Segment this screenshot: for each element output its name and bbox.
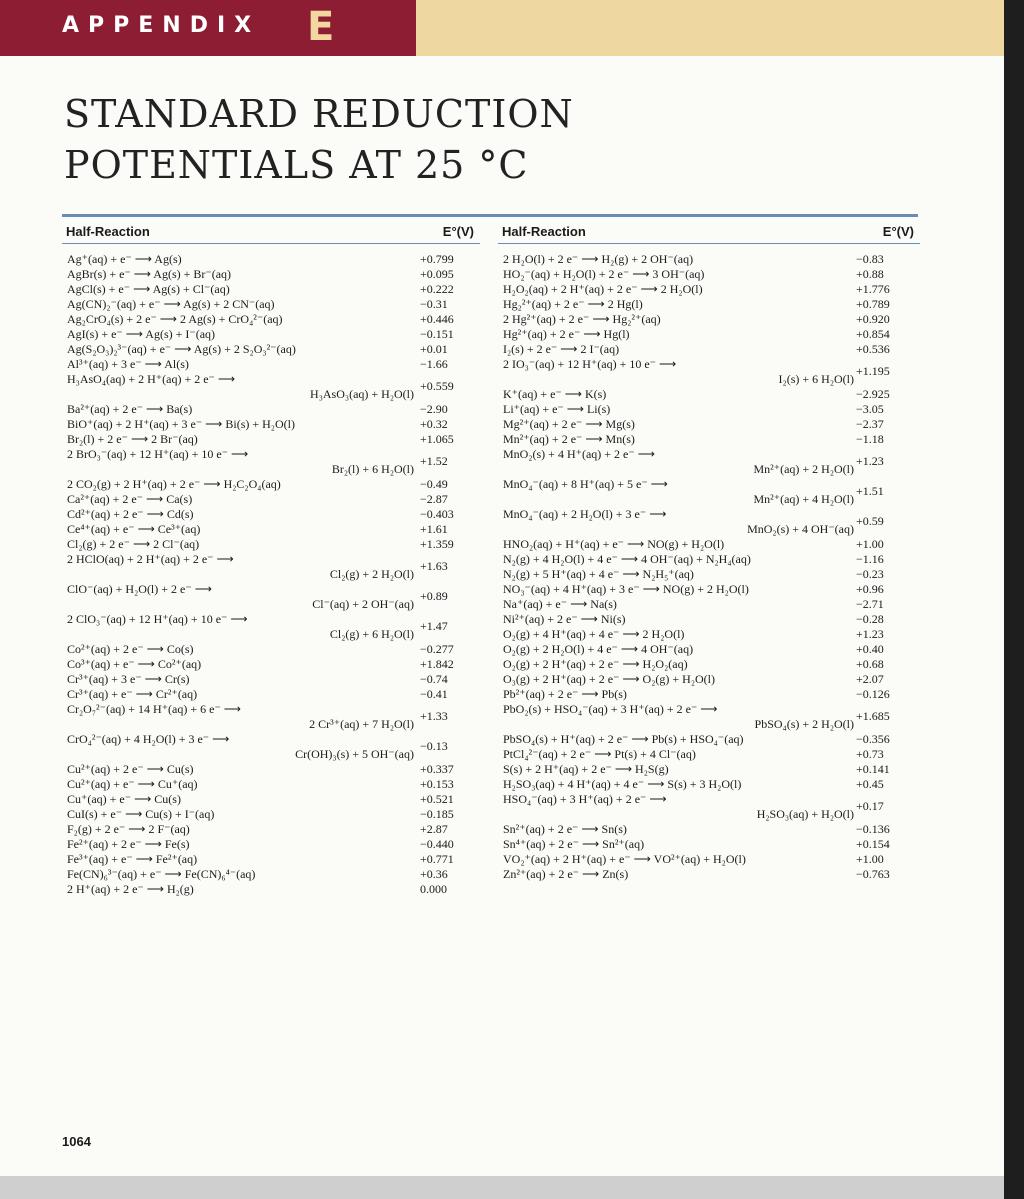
potential-value: +0.68 (856, 657, 884, 671)
table-row (62, 792, 480, 807)
table-row (62, 867, 480, 882)
potential-value: −2.71 (856, 597, 884, 611)
half-reaction: Hg²⁺(aq) + 2 e⁻ ⟶ Hg(l) (503, 327, 630, 341)
potential-value: +0.446 (420, 312, 454, 326)
potential-value: +1.61 (420, 522, 448, 536)
half-reaction: BiO⁺(aq) + 2 H⁺(aq) + 3 e⁻ ⟶ Bi(s) + H₂O(l) (67, 417, 295, 431)
half-reaction: HO₂⁻(aq) + H₂O(l) + 2 e⁻ ⟶ 3 OH⁻(aq) (503, 267, 705, 281)
table-row (498, 627, 920, 642)
table-row (62, 507, 480, 522)
table-row (498, 777, 920, 792)
half-reaction: PbO₂(s) + HSO₄⁻(aq) + 3 H⁺(aq) + 2 e⁻ ⟶ (503, 702, 718, 716)
half-reaction-products: Cr(OH)₃(s) + 5 OH⁻(aq) (295, 747, 414, 761)
half-reaction: Fe²⁺(aq) + 2 e⁻ ⟶ Fe(s) (67, 837, 190, 851)
half-reaction: Ni²⁺(aq) + 2 e⁻ ⟶ Ni(s) (503, 612, 626, 626)
half-reaction: Na⁺(aq) + e⁻ ⟶ Na(s) (503, 597, 617, 611)
table-row (498, 747, 920, 762)
table-row (498, 837, 920, 852)
potential-value: −0.49 (420, 477, 448, 491)
potential-value: −1.18 (856, 432, 884, 446)
half-reaction-products: I₂(s) + 6 H₂O(l) (778, 372, 854, 386)
half-reaction: H₂SO₃(aq) + 4 H⁺(aq) + 4 e⁻ ⟶ S(s) + 3 H₂O(l) (503, 777, 742, 791)
table-row (62, 822, 480, 837)
table-row (498, 477, 920, 507)
half-reaction: 2 HClO(aq) + 2 H⁺(aq) + 2 e⁻ ⟶ (67, 552, 234, 566)
half-reaction: 2 CO₂(g) + 2 H⁺(aq) + 2 e⁻ ⟶ H₂C₂O₄(aq) (67, 477, 281, 491)
table-row (62, 447, 480, 477)
half-reaction: Cu⁺(aq) + e⁻ ⟶ Cu(s) (67, 792, 181, 806)
potential-value: −0.440 (420, 837, 454, 851)
potential-value: −0.13 (420, 739, 448, 753)
table-row (498, 252, 920, 267)
table-row (498, 852, 920, 867)
half-reaction: 2 H⁺(aq) + 2 e⁻ ⟶ H₂(g) (67, 882, 194, 896)
header-potential: E°(V) (882, 224, 914, 239)
potential-value: +0.095 (420, 267, 454, 281)
half-reaction: Mn²⁺(aq) + 2 e⁻ ⟶ Mn(s) (503, 432, 635, 446)
table-row (498, 342, 920, 357)
table-row (62, 837, 480, 852)
table-row (498, 507, 920, 537)
half-reaction: AgCl(s) + e⁻ ⟶ Ag(s) + Cl⁻(aq) (67, 282, 230, 296)
half-reaction: Co²⁺(aq) + 2 e⁻ ⟶ Co(s) (67, 642, 194, 656)
potential-value: +1.685 (856, 709, 890, 723)
potential-value: +0.01 (420, 342, 448, 356)
screen-edge-bottom (0, 1176, 1004, 1199)
half-reaction: Ag(S₂O₃)₂³⁻(aq) + e⁻ ⟶ Ag(s) + 2 S₂O₃²⁻(aq) (67, 342, 296, 356)
half-reaction: MnO₄⁻(aq) + 2 H₂O(l) + 3 e⁻ ⟶ (503, 507, 667, 521)
table-row (62, 297, 480, 312)
potential-value: +0.154 (856, 837, 890, 851)
table-row (62, 777, 480, 792)
half-reaction: HNO₂(aq) + H⁺(aq) + e⁻ ⟶ NO(g) + H₂O(l) (503, 537, 725, 551)
table-row (498, 447, 920, 477)
half-reaction: AgBr(s) + e⁻ ⟶ Ag(s) + Br⁻(aq) (67, 267, 232, 281)
table-row (498, 762, 920, 777)
potential-value: −0.74 (420, 672, 448, 686)
table-row (62, 357, 480, 372)
half-reaction: Cu²⁺(aq) + e⁻ ⟶ Cu⁺(aq) (67, 777, 198, 791)
table-row (498, 657, 920, 672)
table-row (498, 702, 920, 732)
potential-value: +1.065 (420, 432, 454, 446)
table-row (62, 642, 480, 657)
potential-value: +1.51 (856, 484, 884, 498)
half-reaction: Br₂(l) + 2 e⁻ ⟶ 2 Br⁻(aq) (67, 432, 198, 446)
potential-value: +0.73 (856, 747, 884, 761)
half-reaction: ClO⁻(aq) + H₂O(l) + 2 e⁻ ⟶ (67, 582, 212, 596)
table-column-right (498, 220, 920, 882)
half-reaction: Sn⁴⁺(aq) + 2 e⁻ ⟶ Sn²⁺(aq) (503, 837, 645, 851)
potential-value: +0.17 (856, 799, 884, 813)
half-reaction: Li⁺(aq) + e⁻ ⟶ Li(s) (503, 402, 611, 416)
potential-value: −0.83 (856, 252, 884, 266)
half-reaction: Cr₂O₇²⁻(aq) + 14 H⁺(aq) + 6 e⁻ ⟶ (67, 702, 241, 716)
potential-value: −2.925 (856, 387, 890, 401)
half-reaction-products: Cl₂(g) + 2 H₂O(l) (329, 567, 414, 581)
table-row (62, 762, 480, 777)
potential-value: +1.33 (420, 709, 448, 723)
half-reaction: I₂(s) + 2 e⁻ ⟶ 2 I⁻(aq) (503, 342, 620, 356)
table-row (498, 792, 920, 822)
table-row (62, 267, 480, 282)
half-reaction: N₂(g) + 4 H₂O(l) + 4 e⁻ ⟶ 4 OH⁻(aq) + N₂H₄(aq) (503, 552, 751, 566)
half-reaction: Ag⁺(aq) + e⁻ ⟶ Ag(s) (67, 252, 182, 266)
potential-value: +0.32 (420, 417, 448, 431)
half-reaction-products: Cl⁻(aq) + 2 OH⁻(aq) (312, 597, 414, 611)
table-row (62, 687, 480, 702)
table-row (62, 552, 480, 582)
half-reaction-products: Mn²⁺(aq) + 2 H₂O(l) (753, 462, 854, 476)
half-reaction: Ag₂CrO₄(s) + 2 e⁻ ⟶ 2 Ag(s) + CrO₄²⁻(aq) (67, 312, 283, 326)
table-row (62, 612, 480, 642)
potential-value: −0.763 (856, 867, 890, 881)
potential-value: −2.90 (420, 402, 448, 416)
half-reaction: VO₂⁺(aq) + 2 H⁺(aq) + e⁻ ⟶ VO²⁺(aq) + H₂O(l) (503, 852, 746, 866)
table-row (62, 732, 480, 762)
table-row (62, 417, 480, 432)
table-row (498, 402, 920, 417)
half-reaction: Sn²⁺(aq) + 2 e⁻ ⟶ Sn(s) (503, 822, 627, 836)
table-row (62, 372, 480, 402)
screen-edge-right (1004, 0, 1024, 1199)
header-potential: E°(V) (442, 224, 474, 239)
potential-value: +1.195 (856, 364, 890, 378)
table-row (498, 267, 920, 282)
half-reaction: 2 IO₃⁻(aq) + 12 H⁺(aq) + 10 e⁻ ⟶ (503, 357, 677, 371)
half-reaction-products: H₃AsO₃(aq) + H₂O(l) (310, 387, 414, 401)
half-reaction: Zn²⁺(aq) + 2 e⁻ ⟶ Zn(s) (503, 867, 629, 881)
half-reaction: Cu²⁺(aq) + 2 e⁻ ⟶ Cu(s) (67, 762, 194, 776)
potential-value: 0.000 (420, 882, 447, 896)
potential-value: +0.153 (420, 777, 454, 791)
table-row (498, 357, 920, 387)
table-row (498, 297, 920, 312)
half-reaction: O₂(g) + 2 H₂O(l) + 4 e⁻ ⟶ 4 OH⁻(aq) (503, 642, 694, 656)
potential-value: +1.00 (856, 537, 884, 551)
potential-value: −0.277 (420, 642, 454, 656)
potential-value: −0.31 (420, 297, 448, 311)
potential-value: +0.89 (420, 589, 448, 603)
page-title-line-2: POTENTIALS AT 25 °C (64, 143, 529, 187)
table-row (62, 312, 480, 327)
potential-value: +2.87 (420, 822, 448, 836)
half-reaction: CuI(s) + e⁻ ⟶ Cu(s) + I⁻(aq) (67, 807, 215, 821)
appendix-label: APPENDIX (62, 13, 261, 38)
table-row (62, 657, 480, 672)
half-reaction: Pb²⁺(aq) + 2 e⁻ ⟶ Pb(s) (503, 687, 627, 701)
appendix-letter: E (307, 4, 335, 50)
potential-value: −0.136 (856, 822, 890, 836)
potential-value: +0.771 (420, 852, 454, 866)
table-row (498, 567, 920, 582)
potential-value: +0.920 (856, 312, 890, 326)
potential-value: +1.00 (856, 852, 884, 866)
potential-value: +1.776 (856, 282, 890, 296)
table-row (62, 702, 480, 732)
potential-value: +0.521 (420, 792, 454, 806)
table-row (498, 282, 920, 297)
potential-value: +0.559 (420, 379, 454, 393)
half-reaction-products: Mn²⁺(aq) + 4 H₂O(l) (753, 492, 854, 506)
table-row (498, 642, 920, 657)
half-reaction: Cl₂(g) + 2 e⁻ ⟶ 2 Cl⁻(aq) (67, 537, 200, 551)
half-reaction-products: PbSO₄(s) + 2 H₂O(l) (754, 717, 854, 731)
banner-accent-strip (416, 0, 1004, 56)
potential-value: −2.37 (856, 417, 884, 431)
table-row (62, 807, 480, 822)
half-reaction: Al³⁺(aq) + 3 e⁻ ⟶ Al(s) (67, 357, 189, 371)
table-row (498, 387, 920, 402)
half-reaction: S(s) + 2 H⁺(aq) + 2 e⁻ ⟶ H₂S(g) (503, 762, 669, 776)
table-row (498, 732, 920, 747)
half-reaction: 2 Hg²⁺(aq) + 2 e⁻ ⟶ Hg₂²⁺(aq) (503, 312, 661, 326)
table-row (498, 537, 920, 552)
table-header-left (62, 220, 480, 242)
potential-value: +0.40 (856, 642, 884, 656)
potential-value: +0.141 (856, 762, 890, 776)
half-reaction: 2 H₂O(l) + 2 e⁻ ⟶ H₂(g) + 2 OH⁻(aq) (503, 252, 694, 266)
half-reaction: HSO₄⁻(aq) + 3 H⁺(aq) + 2 e⁻ ⟶ (503, 792, 667, 806)
half-reaction: Ag(CN)₂⁻(aq) + e⁻ ⟶ Ag(s) + 2 CN⁻(aq) (67, 297, 275, 311)
half-reaction: H₃AsO₄(aq) + 2 H⁺(aq) + 2 e⁻ ⟶ (67, 372, 236, 386)
table-row (498, 552, 920, 567)
half-reaction: Ca²⁺(aq) + 2 e⁻ ⟶ Ca(s) (67, 492, 193, 506)
table-row (62, 432, 480, 447)
potential-value: −2.87 (420, 492, 448, 506)
header-half-reaction: Half-Reaction (66, 224, 150, 239)
half-reaction: O₃(g) + 2 H⁺(aq) + 2 e⁻ ⟶ O₂(g) + H₂O(l) (503, 672, 716, 686)
half-reaction-products: MnO₂(s) + 4 OH⁻(aq) (747, 522, 854, 536)
half-reaction: Ba²⁺(aq) + 2 e⁻ ⟶ Ba(s) (67, 402, 193, 416)
half-reaction: 2 ClO₃⁻(aq) + 12 H⁺(aq) + 10 e⁻ ⟶ (67, 612, 248, 626)
potential-value: +1.359 (420, 537, 454, 551)
potential-value: −0.126 (856, 687, 890, 701)
potential-value: +0.36 (420, 867, 448, 881)
half-reaction: F₂(g) + 2 e⁻ ⟶ 2 F⁻(aq) (67, 822, 190, 836)
table-column-left (62, 220, 480, 897)
table-rows-right (498, 252, 920, 882)
table-row (62, 537, 480, 552)
potential-value: −0.41 (420, 687, 448, 701)
half-reaction: H₂O₂(aq) + 2 H⁺(aq) + 2 e⁻ ⟶ 2 H₂O(l) (503, 282, 703, 296)
table-row (498, 687, 920, 702)
page-number: 1064 (62, 1134, 91, 1149)
table-row (62, 882, 480, 897)
potential-value: +1.23 (856, 454, 884, 468)
potential-value: +0.96 (856, 582, 884, 596)
potential-value: +0.789 (856, 297, 890, 311)
potential-value: +0.536 (856, 342, 890, 356)
table-row (62, 492, 480, 507)
potential-value: −3.05 (856, 402, 884, 416)
potential-value: +1.23 (856, 627, 884, 641)
header-half-reaction: Half-Reaction (502, 224, 586, 239)
half-reaction: Hg₂²⁺(aq) + 2 e⁻ ⟶ 2 Hg(l) (503, 297, 643, 311)
potential-value: −0.403 (420, 507, 454, 521)
table-row (62, 852, 480, 867)
appendix-banner (0, 0, 416, 56)
table-rows-left (62, 252, 480, 897)
half-reaction: Ce⁴⁺(aq) + e⁻ ⟶ Ce³⁺(aq) (67, 522, 201, 536)
half-reaction: Co³⁺(aq) + e⁻ ⟶ Co²⁺(aq) (67, 657, 202, 671)
table-top-rule (62, 214, 918, 217)
potential-value: −0.356 (856, 732, 890, 746)
potential-value: −0.185 (420, 807, 454, 821)
half-reaction: O₂(g) + 4 H⁺(aq) + 4 e⁻ ⟶ 2 H₂O(l) (503, 627, 685, 641)
half-reaction: NO₃⁻(aq) + 4 H⁺(aq) + 3 e⁻ ⟶ NO(g) + 2 H₂O(l) (503, 582, 749, 596)
table-row (62, 672, 480, 687)
half-reaction: AgI(s) + e⁻ ⟶ Ag(s) + I⁻(aq) (67, 327, 216, 341)
half-reaction: PbSO₄(s) + H⁺(aq) + 2 e⁻ ⟶ Pb(s) + HSO₄⁻(aq) (503, 732, 744, 746)
half-reaction: 2 BrO₃⁻(aq) + 12 H⁺(aq) + 10 e⁻ ⟶ (67, 447, 249, 461)
potential-value: −0.23 (856, 567, 884, 581)
half-reaction: O₂(g) + 2 H⁺(aq) + 2 e⁻ ⟶ H₂O₂(aq) (503, 657, 688, 671)
potential-value: +1.842 (420, 657, 454, 671)
table-row (498, 672, 920, 687)
table-row (62, 282, 480, 297)
potential-value: +0.88 (856, 267, 884, 281)
potential-value: −0.28 (856, 612, 884, 626)
half-reaction: Fe(CN)₆³⁻(aq) + e⁻ ⟶ Fe(CN)₆⁴⁻(aq) (67, 867, 256, 881)
table-row (498, 612, 920, 627)
half-reaction: CrO₄²⁻(aq) + 4 H₂O(l) + 3 e⁻ ⟶ (67, 732, 230, 746)
half-reaction-products: H₂SO₃(aq) + H₂O(l) (756, 807, 854, 821)
table-row (62, 342, 480, 357)
half-reaction-products: 2 Cr³⁺(aq) + 7 H₂O(l) (309, 717, 414, 731)
table-row (498, 867, 920, 882)
half-reaction: N₂(g) + 5 H⁺(aq) + 4 e⁻ ⟶ N₂H₅⁺(aq) (503, 567, 694, 581)
half-reaction: PtCl₄²⁻(aq) + 2 e⁻ ⟶ Pt(s) + 4 Cl⁻(aq) (503, 747, 696, 761)
half-reaction: Cd²⁺(aq) + 2 e⁻ ⟶ Cd(s) (67, 507, 194, 521)
table-row (498, 822, 920, 837)
half-reaction: K⁺(aq) + e⁻ ⟶ K(s) (503, 387, 607, 401)
half-reaction: Fe³⁺(aq) + e⁻ ⟶ Fe²⁺(aq) (67, 852, 198, 866)
table-row (498, 327, 920, 342)
half-reaction: MnO₂(s) + 4 H⁺(aq) + 2 e⁻ ⟶ (503, 447, 655, 461)
half-reaction: MnO₄⁻(aq) + 8 H⁺(aq) + 5 e⁻ ⟶ (503, 477, 668, 491)
potential-value: +1.63 (420, 559, 448, 573)
potential-value: +0.799 (420, 252, 454, 266)
table-row (62, 477, 480, 492)
potential-value: −1.16 (856, 552, 884, 566)
potential-value: +0.337 (420, 762, 454, 776)
half-reaction-products: Br₂(l) + 6 H₂O(l) (331, 462, 414, 476)
half-reaction: Cr³⁺(aq) + e⁻ ⟶ Cr²⁺(aq) (67, 687, 198, 701)
potential-value: +1.52 (420, 454, 448, 468)
table-row (62, 582, 480, 612)
potential-value: −0.151 (420, 327, 454, 341)
half-reaction-products: Cl₂(g) + 6 H₂O(l) (329, 627, 414, 641)
page-title-line-1: STANDARD REDUCTION (64, 92, 574, 136)
table-row (498, 597, 920, 612)
table-row (62, 327, 480, 342)
potential-value: +0.45 (856, 777, 884, 791)
table-row (498, 582, 920, 597)
table-row (62, 522, 480, 537)
half-reaction: Cr³⁺(aq) + 3 e⁻ ⟶ Cr(s) (67, 672, 190, 686)
potential-value: +0.59 (856, 514, 884, 528)
potential-value: −1.66 (420, 357, 448, 371)
table-row (498, 417, 920, 432)
table-row (498, 432, 920, 447)
potential-value: +1.47 (420, 619, 448, 633)
potential-value: +0.222 (420, 282, 454, 296)
potential-value: +2.07 (856, 672, 884, 686)
table-row (498, 312, 920, 327)
potential-value: +0.854 (856, 327, 890, 341)
table-header-right (498, 220, 920, 242)
table-row (62, 402, 480, 417)
half-reaction: Mg²⁺(aq) + 2 e⁻ ⟶ Mg(s) (503, 417, 635, 431)
table-row (62, 252, 480, 267)
